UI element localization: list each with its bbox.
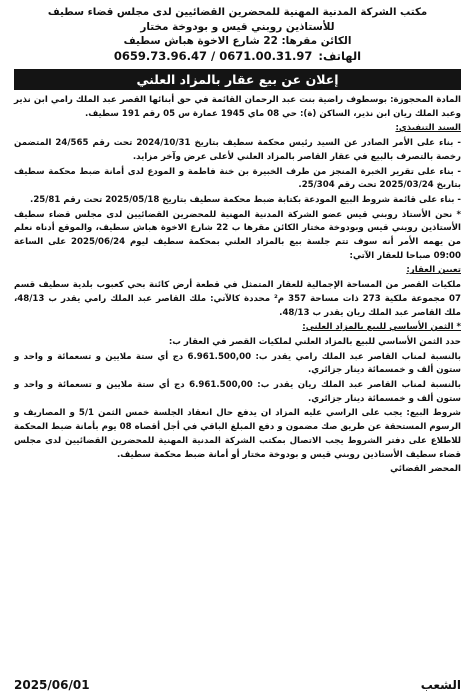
office-name: مكتب الشركة المدنية المهنية للمحضرين القضائيين لدى مجلس قضاء سطيف <box>47 7 428 18</box>
phone-label: الهاتف: <box>318 49 362 63</box>
publication-date: 2025/06/01 <box>14 678 90 692</box>
publication-footer <box>14 678 461 692</box>
section-title-property: تعيين العقار: <box>406 265 461 276</box>
share-rayan-paragraph: بالنسبة لمناب القاصر عبد الملك ريان يقدر ب: 6.961.500,00 دج أي ستة ملايين و تسعمائة و واحد و ستون ألف و خمسمائة دينار جزائري. <box>14 380 461 404</box>
office-phone <box>14 49 461 64</box>
bailiff-signature: المحضر القضائي <box>390 464 461 475</box>
court-order-paragraph: - بناء على الأمر الصادر عن السيد رئيس محكمة سطيف بتاريخ 2024/10/31 تحت رقم 24/565 المتضمن رخصة بالتصرف بالبيع في عقار القاصر بالمزاد العلني لأعلى عرض وآخر مزايد. <box>14 138 461 162</box>
sale-terms-paragraph: شروط البيع: يجب على الراسي عليه المزاد ان يدفع حال انعقاد الجلسة خمس الثمن 5/1 و المصاريف و الرسوم المستحقة عن طريق صك مضمون و دفع المبلغ الباقي في أجل أقصاه 08 يوم بأمانة ضبط المحكمة للاطلاع على دفتر الشروط يجب الاتصال بمكتب الشركة المدنية المهنية للمحضرين القضائيين لدى مجلس قضاء سطيف الأستاذين روبني قيس و بودوخة مختار أو أمانة ضبط محكمة سطيف. <box>14 408 462 460</box>
expert-report-paragraph: - بناء على تقرير الخبرة المنجز من طرف الخبيرة بن خنة فاطمة و المودع لدى أمانة ضبط محكمة سطيف بتاريخ 2025/03/24 تحت رقم 25/304. <box>14 166 461 191</box>
property-description-paragraph: ملكيات القصر من المساحة الإجمالية للعقار المتمثل في قطعة أرض كائنة بحي كعبوب بلدية سطيف قسم 07 مجموعة ملكية 273 ذات مساحة 357 م² محددة كالآتي: ملك القاصر عبد الملك رامي يقدر ب 48/13، ملك القاصر عبد الملك ريان يقدر ب 48/13. <box>14 280 461 318</box>
office-header <box>14 6 461 64</box>
office-address: الكائن مقرها: 22 شارع الاخوة هباش سطيف <box>123 35 352 47</box>
phone-numbers: 0659.73.96.47 / 0671.00.31.97 <box>113 49 313 63</box>
section-title-base-price: * الثمن الأساسي للبيع بالمزاد العلني: <box>302 322 461 333</box>
newspaper-name: الشعب <box>420 678 461 692</box>
share-rami-paragraph: بالنسبة لمناب القاصر عبد الملك رامي يقدر ب: 6.961.500,00 دج أي ستة ملايين و تسعمائة و واحد و ستون ألف و خمسمائة دينار جزائري. <box>14 351 461 376</box>
announcement-title: إعلان عن بيع عقار بالمزاد العلني <box>136 72 339 87</box>
announcement-title-banner <box>14 69 461 90</box>
seized-party-paragraph: المادة المحجوزة: بوسطوف راضية بنت عبد الرحمان القائمة في حق أبنائها القصر عبد الملك رامي ابن نذير وعبد الملك ريان ابن نذير، الساكن (ة): حي 08 ماي 1945 عمارة س 05 رقم 191 سطيف. <box>14 95 461 119</box>
sale-conditions-list-paragraph: - بناء على قائمة شروط البيع المودعة بكتابة ضبط محكمة سطيف بتاريخ 2025/05/18 تحت رقم 25/81. <box>30 194 461 205</box>
section-title-enforcement: السند التنفيذي: <box>395 123 461 134</box>
office-partners: للأستاذين روبني قيس و بودوخة مختار <box>140 21 335 33</box>
base-price-intro: حدد الثمن الأساسي للبيع بالمزاد العلني لملكيات القصر في العقار ب: <box>168 336 461 347</box>
auction-notice-paragraph: * نحن الأستاذ روبني قيس عضو الشركة المدنية المهنية للمحضرين القضائيين لدى مجلس قضاء سطيف الأستاذين روبني قيس وبودوخة مختار الكائن مقرها ب 22 شارع الاخوة هباش سطيف، والموقع أدناه نعلم من يهمه الأمر أنه سوف تتم جلسة بيع بالمزاد العلني بمحكمة سطيف ليوم 2025/06/24 على الساعة 09:00 صباحا للعقار الآتي: <box>14 209 461 261</box>
announcement-body <box>14 94 461 477</box>
